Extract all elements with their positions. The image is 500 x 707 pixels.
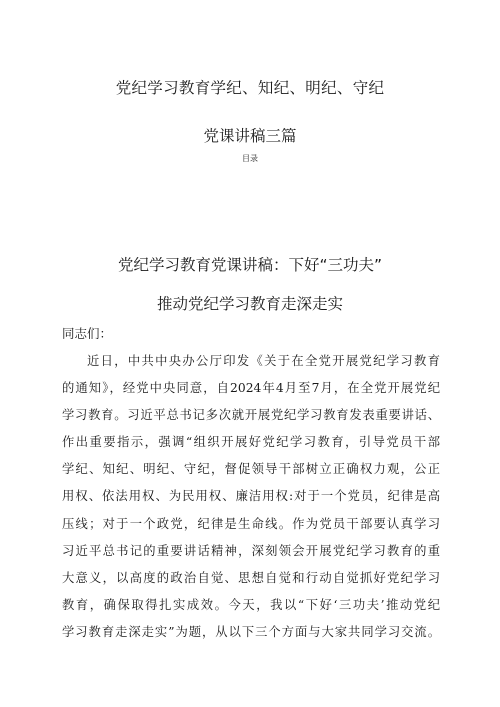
paragraph-line: 习近平总书记的重要讲话精神，深刻领会开展党纪学习教育的重 bbox=[62, 543, 440, 558]
paragraph-line: 学习教育走深走实”为题，从以下三个方面与大家共同学习交流。 bbox=[62, 624, 440, 639]
paragraph-line: 教育，确保取得扎实成效。今天，我以“下好‘三功夫’推动党纪 bbox=[62, 597, 440, 612]
paragraph-line: 学纪、知纪、明纪、守纪，督促领导干部树立正确权力观，公正 bbox=[62, 462, 440, 477]
salutation: 同志们： bbox=[62, 326, 113, 341]
document-title: 党纪学习教育学纪、知纪、明纪、守纪 bbox=[115, 79, 385, 97]
paragraph-line: 学习教育。习近平总书记多次就开展党纪学习教育发表重要讲话、 bbox=[62, 408, 440, 423]
paragraph-line: 的通知》，经党中央同意，自2024年4月至7月，在全党开展党纪 bbox=[62, 381, 440, 396]
paragraph-line: 压线；对于一个政党，纪律是生命线。作为党员干部要认真学习 bbox=[62, 516, 440, 531]
document-subtitle: 党课讲稿三篇 bbox=[203, 127, 297, 145]
paragraph-line: 近日，中共中央办公厅印发《关于在全党开展党纪学习教育 bbox=[87, 354, 440, 368]
speech-heading-line1: 党纪学习教育党课讲稿：下好“三功夫” bbox=[117, 256, 383, 274]
paragraph-line: 作出重要指示，强调“组织开展好党纪学习教育，引导党员干部 bbox=[62, 435, 440, 450]
body-paragraph bbox=[62, 348, 440, 646]
speech-heading-line2: 推动党纪学习教育走深走实 bbox=[156, 295, 343, 313]
paragraph-line: 用权、依法用权、为民用权、廉洁用权:对于一个党员，纪律是高 bbox=[62, 489, 440, 504]
paragraph-line: 大意义，以高度的政治自觉、思想自觉和行动自觉抓好党纪学习 bbox=[62, 570, 440, 585]
toc-label: 目录 bbox=[242, 154, 258, 163]
